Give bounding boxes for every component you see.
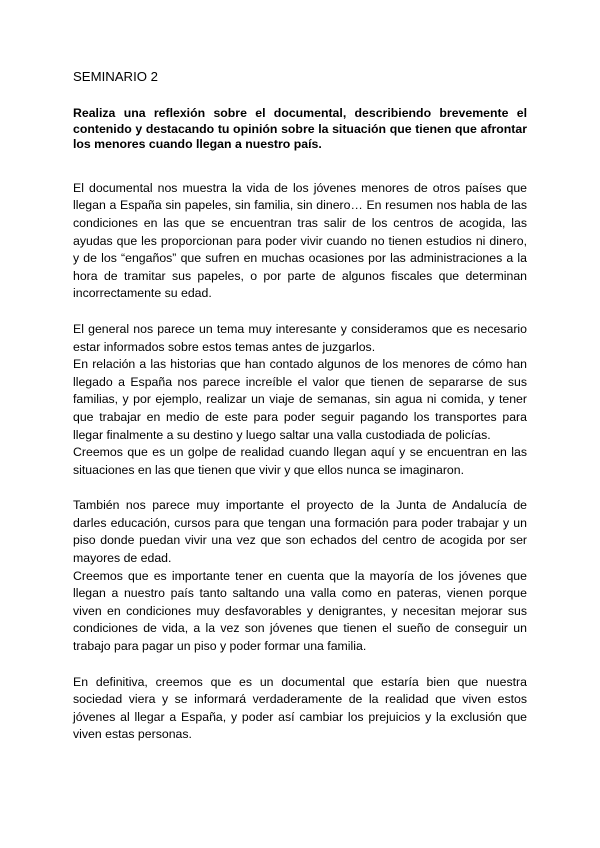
paragraph-project: También nos parece muy importante el proyecto de la Junta de Andalucía de darles educación, cursos para que tengan una formación para poder trabajar y un piso donde puedan vivir una vez que son echados del centro de acogida por ser mayores de edad. xyxy=(73,498,527,566)
document-title: SEMINARIO 2 xyxy=(73,69,159,84)
paragraph-reality: Creemos que es un golpe de realidad cuando llegan aquí y se encuentran en las situaciones en las que tienen que vivir y que ellos nunca se imaginaron. xyxy=(73,445,527,477)
paragraph-summary: El documental nos muestra la vida de los jóvenes menores de otros países que llegan a España sin papeles, sin familia, sin dinero… En resumen nos habla de las condiciones en las que se encuentran tras salir de los centros de acogida, las ayudas que les proporcionan para poder vivir cuando no tienen estudios ni dinero, y de los “engaños” que sufren en muchas ocasiones por las administraciones a la hora de tramitar sus papeles, o por parte de algunos fiscales que determinan incorrectamente su edad. xyxy=(73,180,527,301)
document-body xyxy=(73,68,527,744)
assignment-prompt: Realiza una reflexión sobre el documental, describiendo brevemente el contenido y destacando tu opinión sobre la situación que tienen que afrontar los menores cuando llegan a nuestro país. xyxy=(73,106,527,152)
paragraph-conditions: Creemos que es importante tener en cuenta que la mayoría de los jóvenes que llegan a nuestro país tanto saltando una valla como en pateras, vienen porque viven en condiciones muy desfavorables y denigrantes, y necesitan mejorar sus condiciones de vida, a la vez son jóvenes que tienen el sueño de conseguir un trabajo para pagar un piso y poder formar una familia. xyxy=(73,568,527,654)
paragraph-journeys: En relación a las historias que han contado algunos de los menores de cómo han llegado a España nos parece increíble el valor que tienen de separarse de sus familias, y por ejemplo, realizar un viaje de semanas, sin agua ni comida, y tener que trabajar en medio de este para poder seguir pagando los transportes para llegar finalmente a su destino y luego saltar una valla custodiada de policías. xyxy=(73,357,527,442)
paragraph-opinion: El general nos parece un tema muy interesante y consideramos que es necesario estar informados sobre estos temas antes de juzgarlos. xyxy=(73,321,527,354)
paragraph-conclusion: En definitiva, creemos que es un documental que estaría bien que nuestra sociedad viera y se informará verdaderamente de la realidad que viven estos jóvenes al llegar a España, y poder así cambiar los prejuicios y la exclusión que viven estas personas. xyxy=(73,674,527,742)
